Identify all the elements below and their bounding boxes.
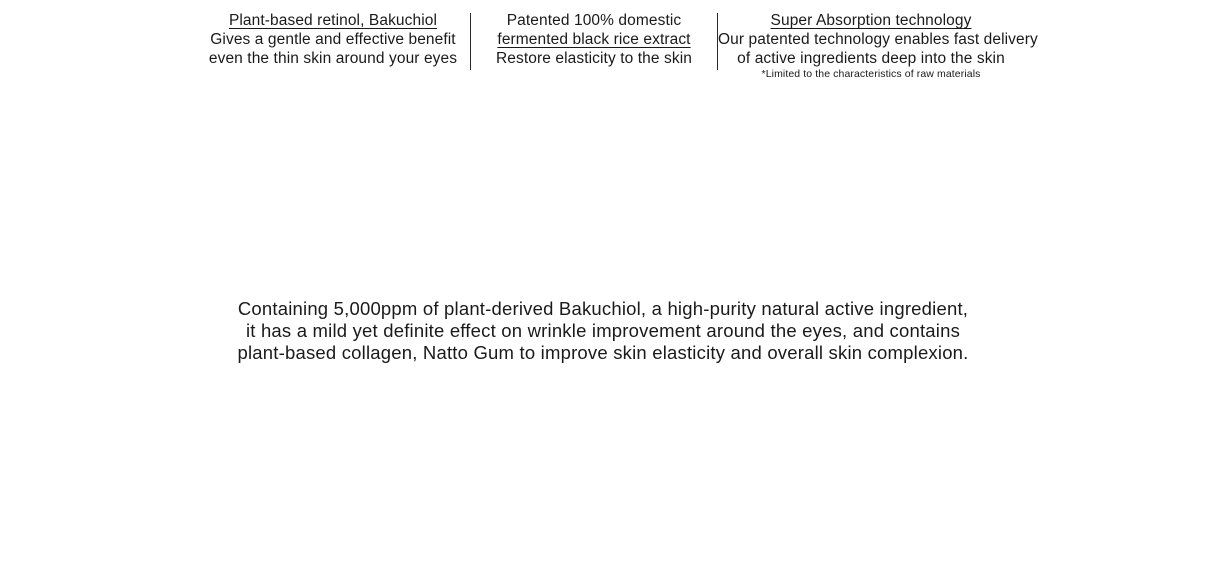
feature-intro: Patented 100% domestic (506, 12, 682, 29)
description-line: Containing 5,000ppm of plant-derived Bakuchiol, a high-purity natural active ingredient, (237, 298, 969, 319)
feature-bakuchiol (196, 11, 470, 68)
feature-text-line: Our patented technology enables fast delivery (718, 31, 1038, 48)
feature-text-line: Restore elasticity to the skin (496, 50, 692, 67)
feature-black-rice (471, 11, 717, 68)
feature-text-line: even the thin skin around your eyes (208, 50, 458, 67)
description-line: plant-based collagen, Natto Gum to improve skin elasticity and overall skin complexion. (237, 342, 969, 363)
feature-title: Super Absorption technology (770, 12, 972, 29)
description-line: it has a mild yet definite effect on wrinkle improvement around the eyes, and contains (245, 320, 961, 341)
feature-absorption (718, 11, 1038, 80)
feature-highlights (196, 11, 1038, 80)
footnote: *Limited to the characteristics of raw materials (761, 68, 981, 80)
feature-text-line: Gives a gentle and effective benefit (210, 31, 456, 48)
feature-title: fermented black rice extract (497, 31, 691, 48)
feature-title: Plant-based retinol, Bakuchiol (228, 12, 438, 29)
feature-text-line: of active ingredients deep into the skin (737, 50, 1005, 67)
product-description (0, 298, 1206, 364)
